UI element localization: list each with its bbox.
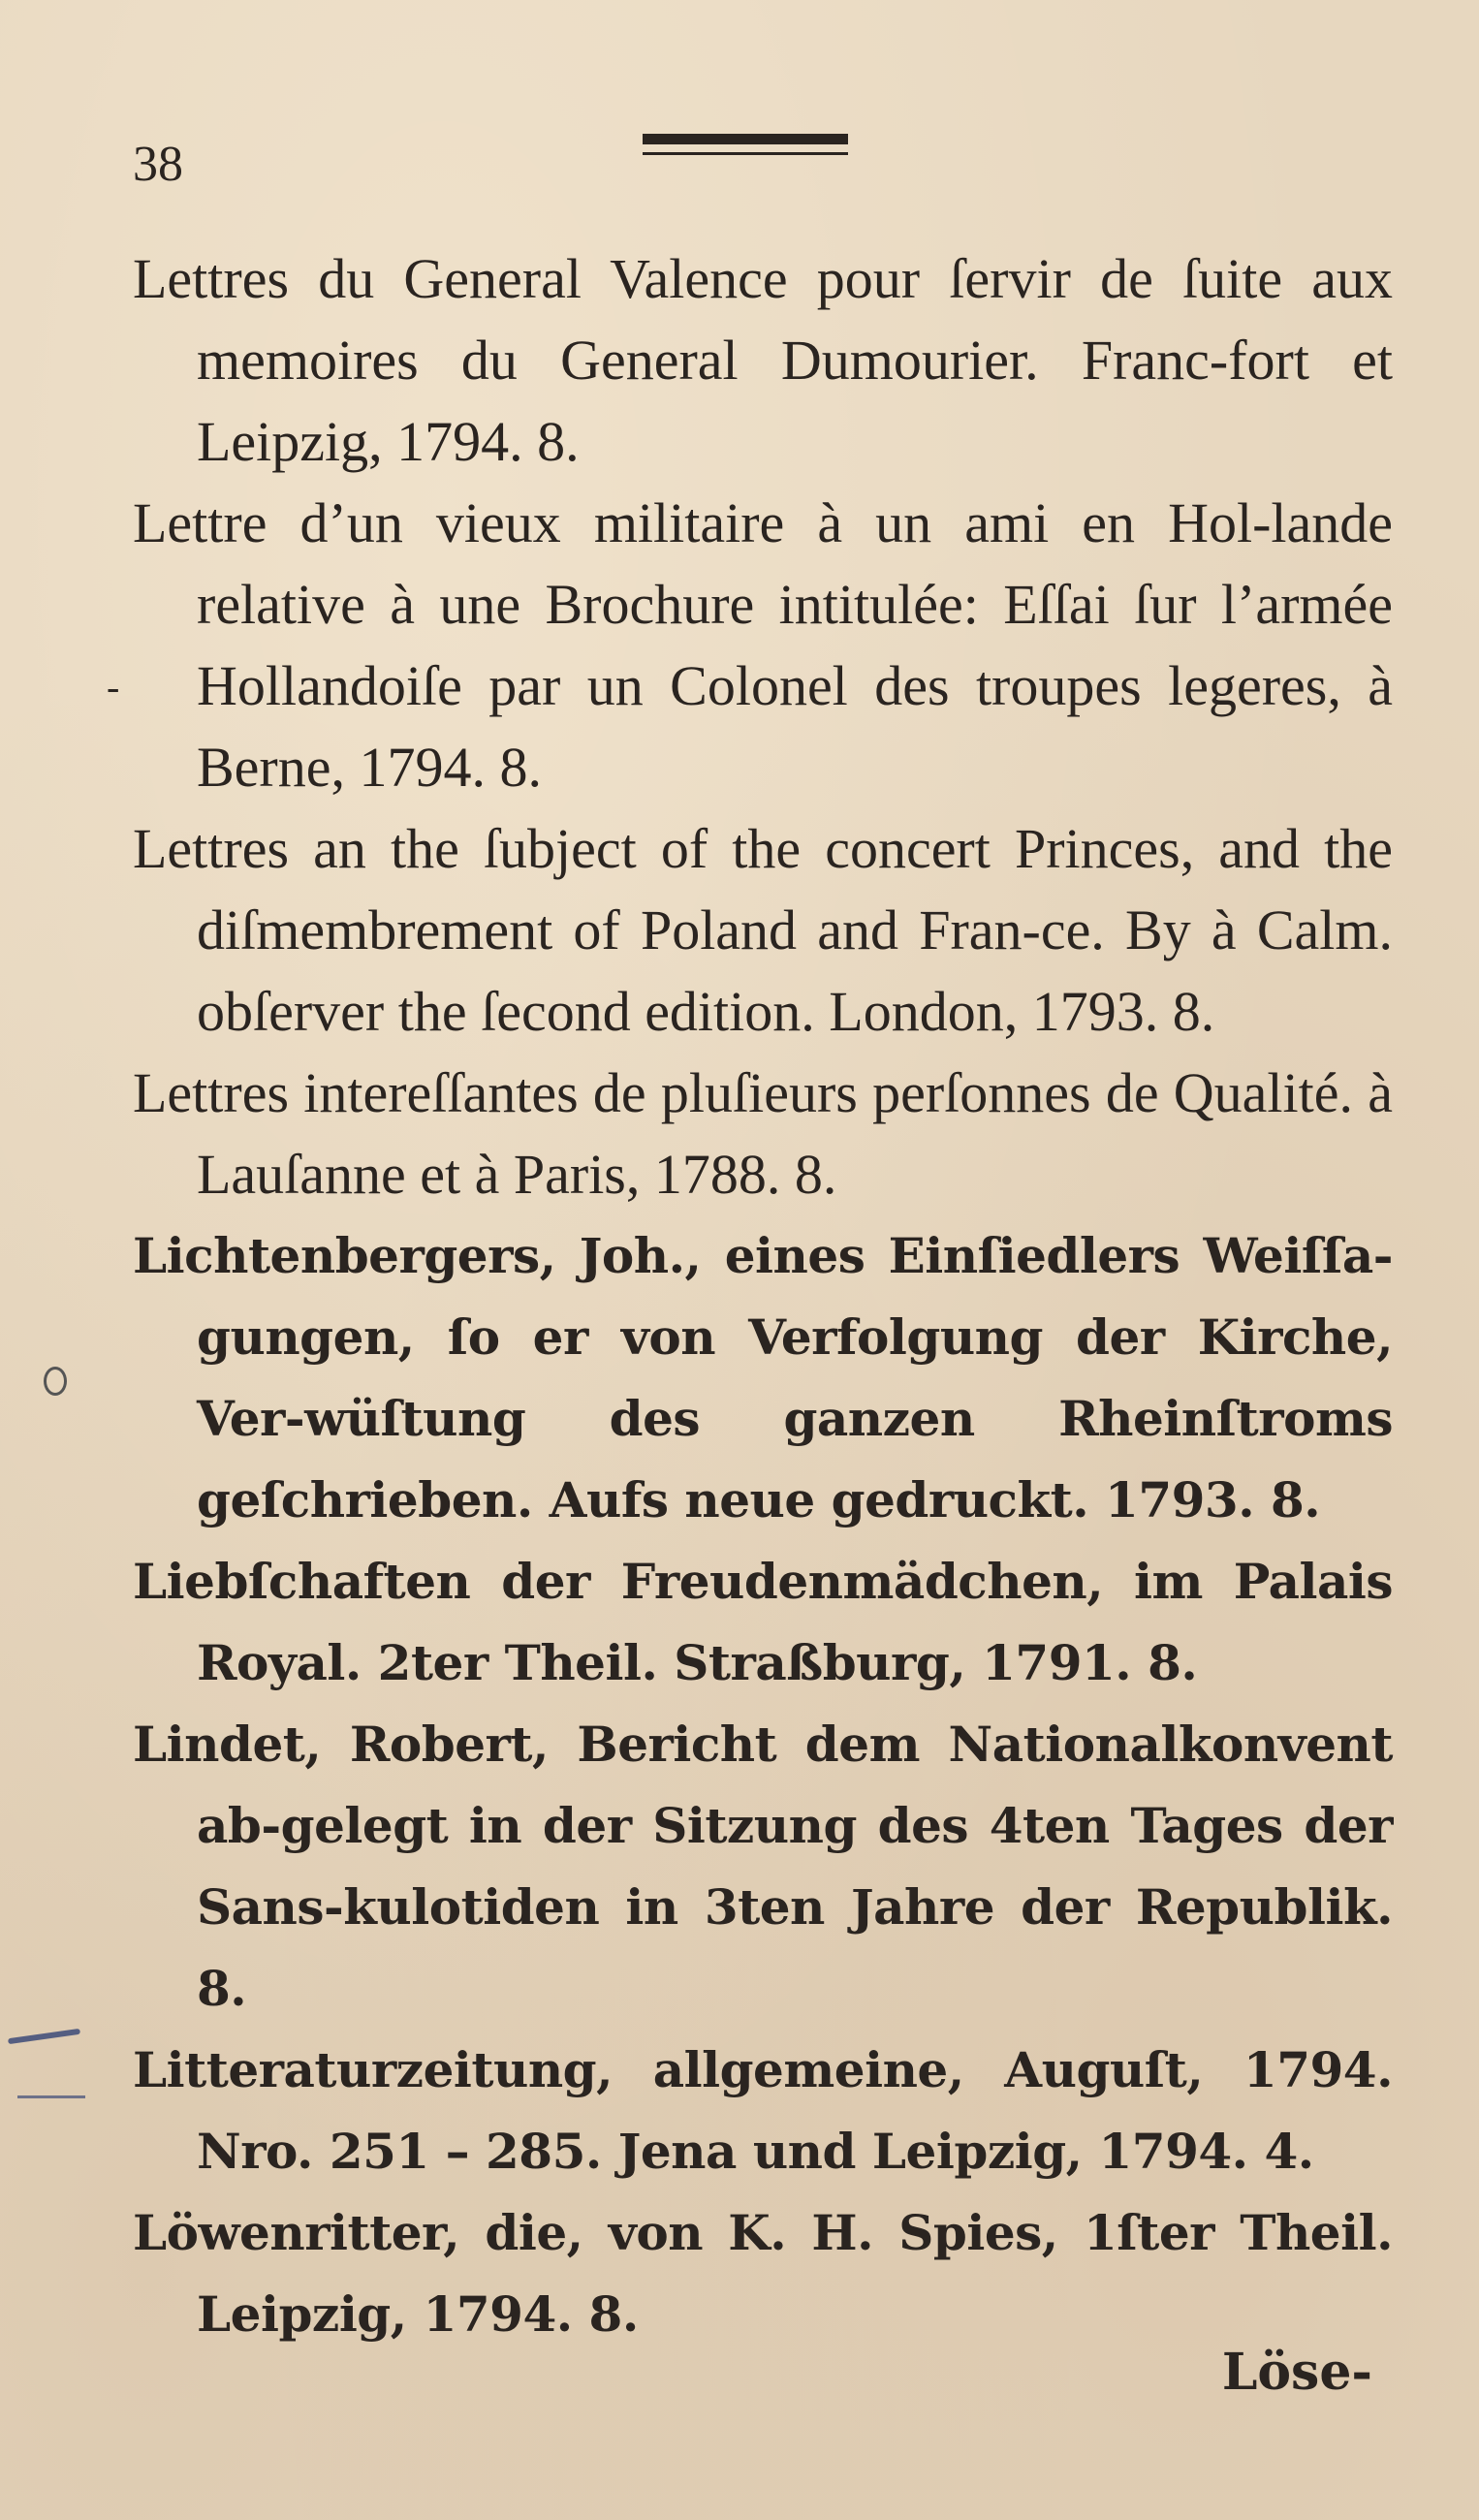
- bibliography-entry: Lettres du General Valence pour ſervir de ſuite aux memoires du General Dumourier. Franc-fort et Leipzig, 1794. 8.: [133, 247, 1393, 473]
- page-number: 38: [133, 137, 183, 192]
- header-rule-thick: [643, 134, 848, 144]
- bibliography-entry: Lindet, Robert, Bericht dem Nationalkonvent ab-gelegt in der Sitzung des 4ten Tages der Sans-kulotiden in 3ten Jahre der Republik. 8.: [133, 1716, 1393, 2017]
- header-rule-thin: [643, 152, 848, 155]
- bibliography-list: [133, 238, 1393, 2355]
- bibliography-entry: Lettres intereſſantes de pluſieurs perſonnes de Qualité. à Lauſanne et à Paris, 1788. 8.: [133, 1061, 1393, 1206]
- bibliography-entry: Lichtenbergers, Joh., eines Einſiedlers Weiſſa-gungen, ſo er von Verfolgung der Kirche, Ver-wüſtung des ganzen Rheinſtroms geſchrieben. Aufs neue gedruckt. 1793. 8.: [133, 1227, 1393, 1528]
- bibliography-entry: Litteraturzeitung, allgemeine, Auguſt, 1794. Nro. 251 – 285. Jena und Leipzig, 1794. 4.: [133, 2041, 1393, 2180]
- margin-circle-mark: [44, 1367, 67, 1396]
- catchword: Löse-: [1221, 2343, 1372, 2402]
- margin-mark: -: [107, 665, 120, 709]
- header-rule: [643, 134, 848, 163]
- bibliography-entry: Löwenritter, die, von K. H. Spies, 1ſter Theil. Leipzig, 1794. 8.: [133, 2204, 1393, 2343]
- pencil-margin-mark: [8, 2029, 80, 2044]
- bibliography-entry: Lettres an the ſubject of the concert Princes, and the diſmembrement of Poland and Fran-ce. By à Calm. obſerver the ſecond edition. London, 1793. 8.: [133, 817, 1393, 1043]
- pencil-margin-mark: [17, 2095, 85, 2098]
- bibliography-entry: Liebſchaften der Freudenmädchen, im Palais Royal. 2ter Theil. Straßburg, 1791. 8.: [133, 1553, 1393, 1691]
- bibliography-entry: Lettre d’un vieux militaire à un ami en Hol-lande relative à une Brochure intitulée: Eſſai ſur l’armée Hollandoiſe par un Colonel des troupes legeres, à Berne, 1794. 8.: [133, 491, 1393, 799]
